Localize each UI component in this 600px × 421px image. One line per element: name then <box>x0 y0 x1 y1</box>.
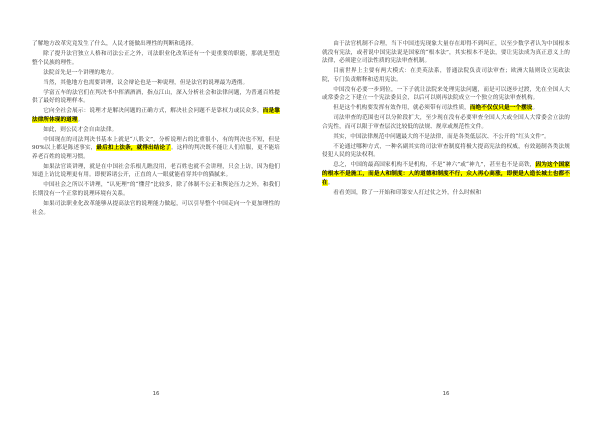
left-page-number: 16 <box>152 391 160 397</box>
paragraph <box>32 40 280 49</box>
paragraph-text: 中国社会之所以不讲理，“认死理”的“懂营”比较多，除了体制不公正和舆论压力之外，和我们长期没有一个正常的说理环境有关系。 <box>32 182 280 198</box>
left-page-text <box>32 40 280 217</box>
paragraph-text-tail: 。 <box>327 179 334 186</box>
paragraph-text: 如果法官谈讲理，就是在中国社会乐根儿瞧没用，老百姓也就不会讲理，只会上访，因为他们知道上访比说理更有用。即便诉诸公开，正直的人一眼就能看穿其中的猫腻来。 <box>32 163 280 179</box>
right-page <box>300 0 600 421</box>
paragraph-text: 如此，则公民才会自由法律。 <box>43 126 118 133</box>
paragraph <box>32 89 280 106</box>
highlighted-text: 而绝不仅仅只是一个摆设 <box>469 105 533 112</box>
highlighted-text: 因为这个国家的根本不是施工，而是人和制度：人的道德和制度不行，众人再心高涨，即便是人造长城土也都不在 <box>322 162 570 186</box>
paragraph-text: 其实，中国法律规范中问题最大的不是法律，而是各类低层次、不公开的“红头文件”。 <box>333 133 550 140</box>
paragraph <box>322 161 570 187</box>
paragraph-text: 它向全社会展示：说理才是解决问题的正确方式，解决社会问题不是靠权力或民众多， <box>43 108 263 115</box>
paragraph <box>322 104 570 113</box>
paragraph <box>32 79 280 88</box>
paragraph-text: 总之，中国的最高国家机构不是机构，不是“神六”或“神九”，甚至也不是高铁， <box>333 162 536 169</box>
paragraph-text: 学富五车的法官们在判决书中挥洒酒酒，指点江山，深入分析社会和法律问题，为普通百姓提供了最好的说理样本。 <box>32 89 280 105</box>
paragraph <box>322 114 570 131</box>
paragraph <box>32 200 280 217</box>
paragraph <box>32 136 280 162</box>
paragraph <box>32 50 280 67</box>
paragraph <box>32 163 280 180</box>
right-page-text <box>322 40 570 197</box>
paragraph-text: 法院首先是一个讲理的地方。 <box>43 69 118 76</box>
paragraph-text: 中国现在的司法判决书基本上就是“八股文”，分析说理占的比重很小，有的判决也不短，但是90%以上都是陈述事实， <box>32 136 280 152</box>
paragraph-text: 当然，其他地方也需要讲理，议会辩论也是一种说理，但是法官的说理最为透彻。 <box>43 79 249 86</box>
paragraph-text: 看看美国，除了一开始和印第安人打过仗之外，什么时候和 <box>333 189 482 196</box>
paragraph-text: 如果司法职业化改革能够从提高法官的说理能力做起，可以引导整个中国走向一个更加理性的社会。 <box>32 201 280 216</box>
paragraph-text: 不论通过哪种方式，一种名副其实的司法审查制度将极大提高宪法的权威，有效遏制各类法规侵犯人民的宪法权利。 <box>322 143 570 159</box>
paragraph <box>32 107 280 124</box>
paragraph <box>322 86 570 103</box>
paragraph <box>32 69 280 78</box>
paragraph-text: 目前世界上主要有两大模式：在美英法系，普通法院负责司法审查；欧洲大陆则设立宪政法院，专门负责解释和适用宪法。 <box>322 68 570 83</box>
highlighted-text: 而是靠法律所体现的道理 <box>32 108 280 123</box>
paragraph-text-tail: 。这样的判决既不能让人们信服，更不能培养老百姓的说理习惯。 <box>32 145 280 160</box>
paragraph-text: 除了提升法官独立人格和司法公正之外，司法职业化改革还有一个更重要的职能，那就是塑造整个民族的理性。 <box>32 50 280 66</box>
paragraph-text: 由于法官机制不合理，当下中国违宪现象大量存在却得不到纠正，以至少数学者认为中国根本就没有宪法，或者说中国宪法说是国家的“根本法”，其实根本不是法，要让宪法成为真正意义上的法律，必须建立司法性质的宪法审查机制。 <box>322 41 570 65</box>
paragraph <box>32 181 280 198</box>
paragraph <box>322 133 570 142</box>
paragraph-text-tail: 。 <box>77 116 84 123</box>
paragraph <box>32 126 280 135</box>
paragraph-text: 了解地方改革究竟发生了什么，人民才能做出理性的判断和选择。 <box>32 41 198 47</box>
paragraph <box>322 189 570 198</box>
highlighted-text: 最后扣上法条，就得出结论了 <box>96 145 172 152</box>
paragraph-text-tail: 。 <box>532 105 539 112</box>
paragraph-text: 中国没有必要一步到位，一下子就让法院来处理宪法问题，而是可以逐步过渡，先在全国人大或常委会之下建立一个宪法委员会，以后可以则再法院成立一个独立的宪法审查机构。 <box>322 86 570 102</box>
paragraph-text: 但是这个机构要发挥有效作用，就必须带有司法性质， <box>333 105 470 112</box>
paragraph-text: 司法审查的范围也可以分阶段扩大，至少现在没有必要审查全国人大或全国人大常委会立法的合宪性，而可以限于审查层次比较低的法规、规章或规范性文件。 <box>322 115 570 130</box>
paragraph <box>322 143 570 160</box>
paragraph <box>322 67 570 84</box>
right-page-number: 16 <box>442 391 450 397</box>
paragraph <box>322 40 570 66</box>
